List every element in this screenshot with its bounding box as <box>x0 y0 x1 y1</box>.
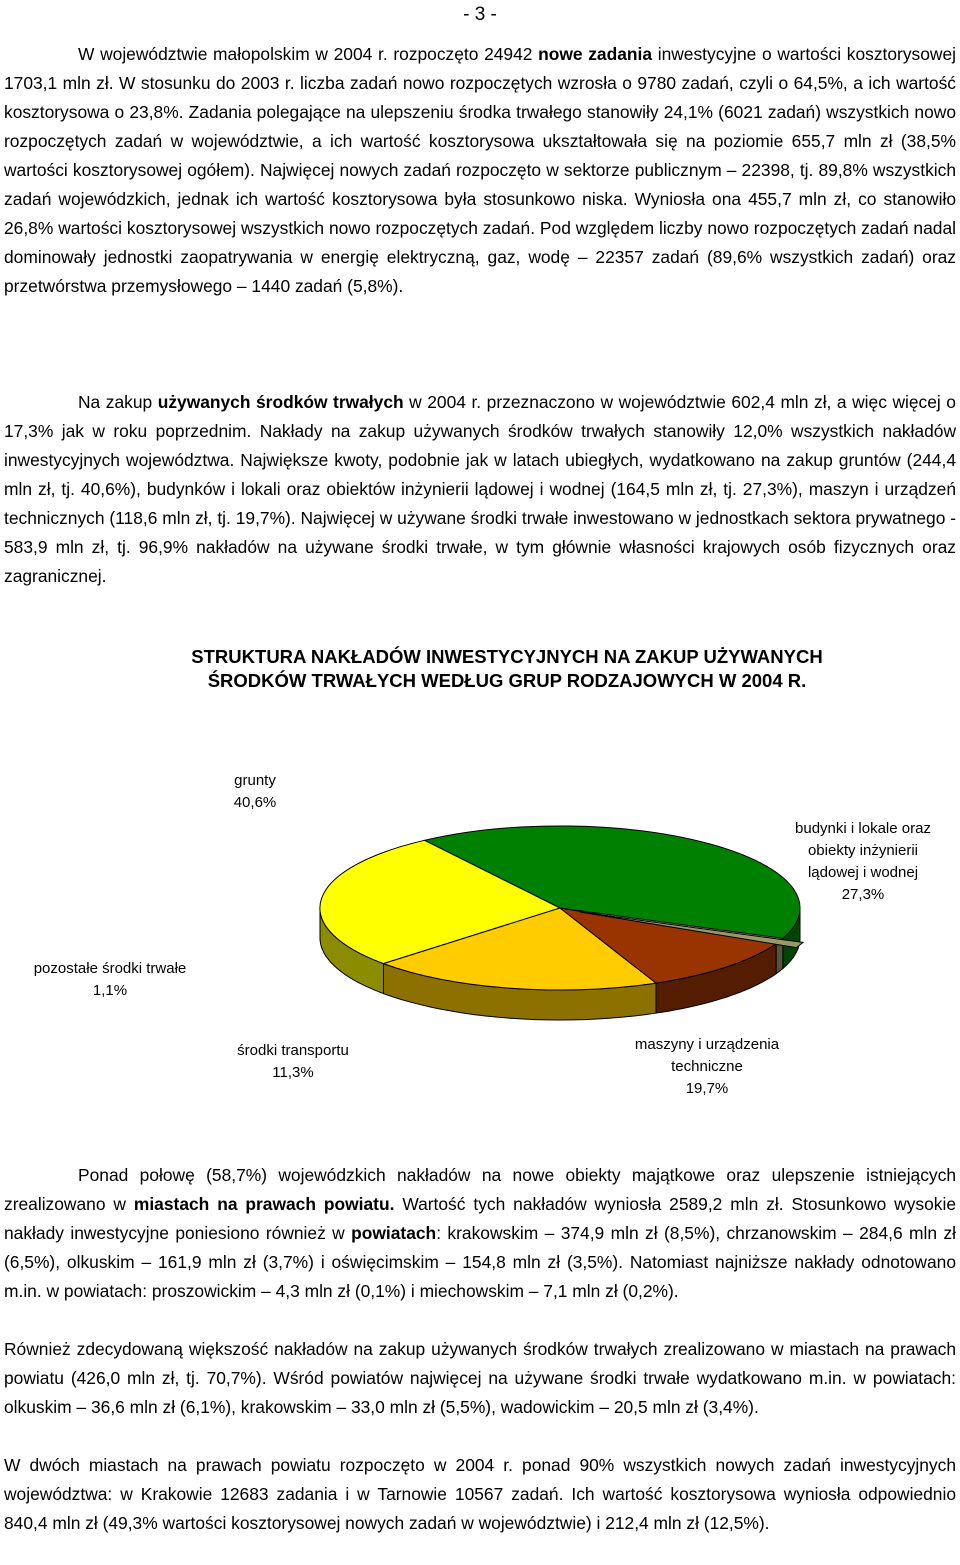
chart-title-line-2: ŚRODKÓW TRWAŁYCH WEDŁUG GRUP RODZAJOWYCH W 2004 R. <box>207 670 807 691</box>
slice-label-grunty: grunty 40,6% <box>233 772 277 811</box>
slice-label-maszyny: maszyny i urządzenia techniczne 19,7% <box>634 1036 780 1097</box>
pie-chart <box>0 740 960 1140</box>
paragraph-two-cities: W dwóch miastach na prawach powiatu rozpoczęto w 2004 r. ponad 90% wszystkich nowych zadań inwestycyjnych województwa: w Krakowie 12683 zadania i w Tarnowie 10567 zadań. Ich wartość kosztorysowa wyniosła odpowiednio 840,4 mln zł (49,3% wartości kosztorysowej nowych zadań w województwie) i 212,4 mln zł (12,5%). <box>4 1455 956 1533</box>
chart-title-line-1: STRUKTURA NAKŁADÓW INWESTYCYJNYCH NA ZAKUP UŻYWANYCH <box>191 646 823 667</box>
slice-label-budynki: budynki i lokale oraz obiekty inżynierii lądowej i wodnej 27,3% <box>795 820 931 903</box>
slice-label-transport: środki transportu 11,3% <box>237 1042 349 1081</box>
paragraph-cities: Ponad połowę (58,7%) wojewódzkich nakładów na nowe obiekty majątkowe oraz ulepszenie istniejących zrealizowano w miastach na prawach powiatu. Wartość tych nakładów wyniosła 2589,2 mln zł. Stosunkowo wysokie nakłady inwestycyjne poniesiono również w powiatach: krakowskim – 374,9 mln zł (8,5%), chrzanowskim – 284,6 mln zł (6,5%), olkuskim – 161,9 mln zł (3,7%) i oświęcimskim – 154,8 mln zł (3,5%). Natomiast najniższe nakłady odnotowano m.in. w powiatach: proszowickim – 4,3 mln zł (0,1%) i miechowskim – 7,1 mln zł (0,2%). <box>4 1165 956 1301</box>
paragraph-new-tasks: W województwie małopolskim w 2004 r. rozpoczęto 24942 nowe zadania inwestycyjne o wartości kosztorysowej 1703,1 mln zł. W stosunku do 2003 r. liczba zadań nowo rozpoczętych wzrosła o 9780 zadań, czyli o 64,5%, a ich wartość kosztorysowa o 23,8%. Zadania polegające na ulepszeniu środka trwałego stanowiły 24,1% (6021 zadań) wszystkich nowo rozpoczętych zadań w województwie, a ich wartość kosztorysowa ukształtowała się na poziomie 655,7 mln zł (38,5% wartości kosztorysowej ogółem). Najwięcej nowych zadań rozpoczęto w sektorze publicznym – 22398, tj. 89,8% wszystkich zadań wojewódzkich, jednak ich wartość kosztorysowa była stosunkowo niska. Wyniosła ona 455,7 mln zł, co stanowiło 26,8% wartości kosztorysowej wszystkich nowo rozpoczętych zadań. Pod względem liczby nowo rozpoczętych zadań nadal dominowały jednostki zaopatrywania w energię elektryczną, gaz, wodę – 22357 zadań (89,6% wszystkich zadań) oraz przetwórstwa przemysłowego – 1440 zadań (5,8%). <box>4 44 956 296</box>
page-number: - 3 - <box>463 4 497 25</box>
paragraph-used-assets-districts: Również zdecydowaną większość nakładów na zakup używanych środków trwałych zrealizowano w miastach na prawach powiatu (426,0 mln zł, tj. 70,7%). Wśród powiatów najwięcej na używane środki trwałe wydatkowano m.in. w powiatach: olkuskim – 36,6 mln zł (6,1%), krakowskim – 33,0 mln zł (5,5%), wadowickim – 20,5 mln zł (3,4%). <box>4 1339 956 1417</box>
paragraph-used-assets: Na zakup używanych środków trwałych w 2004 r. przeznaczono w województwie 602,4 mln zł, a więc więcej o 17,3% jak w roku poprzednim. Nakłady na zakup używanych środków trwałych stanowiły 12,0% wszystkich nakładów inwestycyjnych województwa. Największe kwoty, podobnie jak w latach ubiegłych, wydatkowano na zakup gruntów (244,4 mln zł, tj. 40,6%), budynków i lokali oraz obiektów inżynierii lądowej i wodnej (164,5 mln zł, tj. 27,3%), maszyn i urządzeń technicznych (118,6 mln zł, tj. 19,7%). Najwięcej w używane środki trwałe inwestowano w jednostkach sektora prywatnego - 583,9 mln zł, tj. 96,9% nakładów na używane środki trwałe, w tym głównie własności krajowych osób fizycznych oraz zagranicznej. <box>4 392 956 586</box>
slice-label-pozostale: pozostałe środki trwałe 1,1% <box>33 960 187 999</box>
chart-title <box>0 645 960 693</box>
